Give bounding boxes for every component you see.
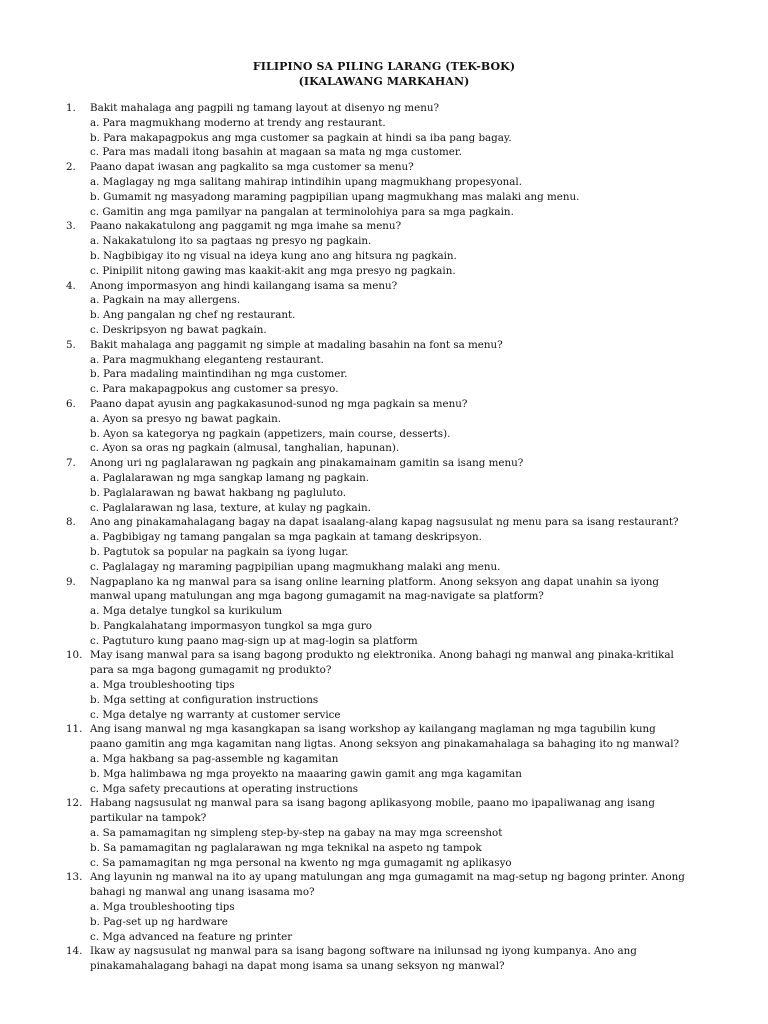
question-text bbox=[66, 870, 768, 885]
question-number: 10. bbox=[66, 649, 83, 662]
answer-option: c. Paglalagay ng maraming pagpipilian upang magmukhang malaki ang menu. bbox=[90, 560, 501, 573]
answer-option: c. Paglalarawan ng lasa, texture, at kulay ng pagkain. bbox=[90, 501, 371, 514]
question-line: manwal upang matulungan ang mga bagong gumagamit na mag-navigate sa platform? bbox=[90, 590, 544, 603]
question-number: 3. bbox=[66, 220, 76, 233]
question-item bbox=[0, 870, 768, 944]
question-text bbox=[90, 885, 768, 900]
question-item bbox=[0, 456, 768, 515]
question-item bbox=[0, 397, 768, 456]
answer-option: a. Ayon sa presyo ng bawat pagkain. bbox=[90, 412, 281, 425]
question-text bbox=[90, 737, 768, 752]
question-text bbox=[66, 338, 768, 353]
answer-option: b. Gumamit ng masyadong maraming pagpipilian upang magmukhang mas malaki ang menu. bbox=[90, 190, 580, 203]
answer-option: b. Pangkalahatang impormasyon tungkol sa mga guro bbox=[90, 619, 373, 632]
answer-option: b. Mga setting at configuration instructions bbox=[90, 693, 319, 706]
question-item bbox=[0, 219, 768, 278]
question-item bbox=[0, 944, 768, 974]
question-number: 6. bbox=[66, 397, 76, 410]
question-number: 12. bbox=[66, 797, 83, 810]
answer-option: a. Paglalarawan ng mga sangkap lamang ng pagkain. bbox=[90, 471, 370, 484]
document-title: FILIPINO SA PILING LARANG (TEK-BOK) bbox=[252, 60, 516, 73]
question-line: para sa mga bagong gumagamit ng produkto? bbox=[90, 664, 332, 677]
question-line: partikular na tampok? bbox=[90, 812, 207, 825]
question-number: 5. bbox=[66, 338, 76, 351]
question-item bbox=[0, 160, 768, 219]
answer-option: a. Maglagay ng mga salitang mahirap intindihin upang magmukhang propesyonal. bbox=[90, 175, 523, 188]
answer-option: a. Pagkain na may allergens. bbox=[90, 294, 241, 307]
answer-option: a. Nakakatulong ito sa pagtaas ng presyo ng pagkain. bbox=[90, 235, 372, 248]
question-item bbox=[0, 515, 768, 574]
question-text bbox=[66, 515, 768, 530]
answer-option: b. Mga halimbawa ng mga proyekto na maaaring gawin gamit ang mga kagamitan bbox=[90, 767, 522, 780]
answer-option: c. Mga safety precautions at operating instructions bbox=[90, 782, 359, 795]
answer-option: b. Ang pangalan ng chef ng restaurant. bbox=[90, 309, 296, 322]
answer-option: a. Mga hakbang sa pag-assemble ng kagamitan bbox=[90, 753, 339, 766]
answer-option: c. Para mas madali itong basahin at magaan sa mata ng mga customer. bbox=[90, 146, 462, 159]
question-text bbox=[90, 589, 768, 604]
answer-option: c. Ayon sa oras ng pagkain (almusal, tanghalian, hapunan). bbox=[90, 442, 400, 455]
question-line: Nagpaplano ka ng manwal para sa isang online learning platform. Anong seksyon ang dapat unahin sa iyong bbox=[90, 575, 660, 588]
question-line: Anong uri ng paglalarawan ng pagkain ang pinakamainam gamitin sa isang menu? bbox=[90, 457, 524, 470]
question-line: Anong impormasyon ang hindi kailangang isama sa menu? bbox=[90, 279, 398, 292]
question-line: Paano dapat ayusin ang pagkakasunod-sunod ng mga pagkain sa menu? bbox=[90, 397, 468, 410]
answer-option: c. Deskripsyon ng bawat pagkain. bbox=[90, 323, 267, 336]
question-number: 4. bbox=[66, 279, 76, 292]
question-number: 2. bbox=[66, 161, 76, 174]
question-text bbox=[66, 279, 768, 294]
answer-option: a. Mga detalye tungkol sa kurikulum bbox=[90, 605, 283, 618]
question-text bbox=[66, 722, 768, 737]
question-line: Ano ang pinakamahalagang bagay na dapat isaalang-alang kapag nagsusulat ng menu para sa isang restaurant? bbox=[90, 516, 679, 529]
question-item bbox=[0, 796, 768, 870]
question-text bbox=[66, 575, 768, 590]
question-number: 8. bbox=[66, 516, 76, 529]
question-line: paano gamitin ang mga kagamitan nang ligtas. Anong seksyon ang pinakamahalaga sa bahaging ito ng manwal? bbox=[90, 738, 680, 751]
question-line: Paano nakakatulong ang paggamit ng mga imahe sa menu? bbox=[90, 220, 402, 233]
question-line: bahagi ng manwal ang unang isasama mo? bbox=[90, 886, 315, 899]
answer-option: b. Pag-set up ng hardware bbox=[90, 915, 228, 928]
question-text bbox=[90, 959, 768, 974]
question-line: Bakit mahalaga ang paggamit ng simple at madaling basahin na font sa menu? bbox=[90, 338, 503, 351]
question-text bbox=[66, 648, 768, 663]
question-text bbox=[66, 160, 768, 175]
question-text bbox=[66, 101, 768, 116]
answer-option: a. Pagbibigay ng tamang pangalan sa mga pagkain at tamang deskripsyon. bbox=[90, 531, 482, 544]
question-item bbox=[0, 101, 768, 160]
answer-option: c. Mga advanced na feature ng printer bbox=[90, 930, 293, 943]
question-number: 1. bbox=[66, 102, 76, 114]
question-text bbox=[66, 456, 768, 471]
question-number: 11. bbox=[66, 723, 83, 736]
question-line: May isang manwal para sa isang bagong produkto ng elektronika. Anong bahagi ng manwal ang pinaka-kritikal bbox=[90, 649, 674, 662]
answer-option: c. Para makapagpokus ang customer sa presyo. bbox=[90, 383, 339, 396]
question-text bbox=[90, 663, 768, 678]
question-line: Bakit mahalaga ang pagpili ng tamang layout at disenyo ng menu? bbox=[90, 102, 439, 114]
question-item bbox=[0, 648, 768, 722]
question-text bbox=[66, 944, 768, 959]
answer-option: b. Sa pamamagitan ng paglalarawan ng mga teknikal na aspeto ng tampok bbox=[90, 841, 482, 854]
answer-option: b. Pagtutok sa popular na pagkain sa iyong lugar. bbox=[90, 545, 349, 558]
answer-option: a. Mga troubleshooting tips bbox=[90, 679, 235, 692]
question-item bbox=[0, 575, 768, 649]
question-item bbox=[0, 722, 768, 796]
question-item bbox=[0, 338, 768, 397]
answer-option: a. Sa pamamagitan ng simpleng step-by-step na gabay na may mga screenshot bbox=[90, 827, 503, 840]
answer-option: c. Sa pamamagitan ng mga personal na kwento ng mga gumagamit ng aplikasyo bbox=[90, 856, 512, 869]
answer-option: c. Pinipilit nitong gawing mas kaakit-akit ang mga presyo ng pagkain. bbox=[90, 264, 456, 277]
question-number: 7. bbox=[66, 457, 76, 470]
answer-option: a. Para magmukhang eleganteng restaurant. bbox=[90, 353, 324, 366]
answer-option: c. Pagtuturo kung paano mag-sign up at mag-login sa platform bbox=[90, 634, 418, 647]
question-line: Paano dapat iwasan ang pagkalito sa mga customer sa menu? bbox=[90, 161, 414, 174]
answer-option: c. Mga detalye ng warranty at customer service bbox=[90, 708, 341, 721]
question-text bbox=[66, 796, 768, 811]
question-text bbox=[66, 219, 768, 234]
question-text bbox=[90, 811, 768, 826]
question-text bbox=[66, 397, 768, 412]
question-line: pinakamahalagang bahagi na dapat mong isama sa unang seksyon ng manwal? bbox=[90, 960, 505, 973]
question-number: 13. bbox=[66, 871, 83, 884]
question-item bbox=[0, 279, 768, 338]
document-subtitle: (IKALAWANG MARKAHAN) bbox=[298, 75, 470, 88]
answer-option: a. Mga troubleshooting tips bbox=[90, 901, 235, 914]
question-line: Habang nagsusulat ng manwal para sa isang bagong aplikasyong mobile, paano mo ipapaliwanag ang isang bbox=[90, 797, 655, 810]
answer-option: b. Para madaling maintindihan ng mga customer. bbox=[90, 368, 348, 381]
answer-option: b. Nagbibigay ito ng visual na ideya kung ano ang hitsura ng pagkain. bbox=[90, 249, 457, 262]
answer-option: b. Para makapagpokus ang mga customer sa pagkain at hindi sa iba pang bagay. bbox=[90, 131, 512, 144]
question-line: Ang isang manwal ng mga kasangkapan sa isang workshop ay kailangang maglaman ng mga tagubilin kung bbox=[90, 723, 656, 736]
question-line: Ang layunin ng manwal na ito ay upang matulungan ang mga gumagamit na mag-setup ng bagong printer. Anong bbox=[90, 871, 685, 884]
question-list bbox=[0, 101, 768, 974]
question-number: 9. bbox=[66, 575, 76, 588]
answer-option: a. Para magmukhang moderno at trendy ang restaurant. bbox=[90, 116, 386, 129]
question-line: Ikaw ay nagsusulat ng manwal para sa isang bagong software na inilunsad ng iyong kumpanya. Ano ang bbox=[90, 945, 637, 958]
question-number: 14. bbox=[66, 945, 83, 958]
answer-option: b. Ayon sa kategorya ng pagkain (appetizers, main course, desserts). bbox=[90, 427, 451, 440]
answer-option: b. Paglalarawan ng bawat hakbang ng pagluluto. bbox=[90, 486, 347, 499]
answer-option: c. Gamitin ang mga pamilyar na pangalan at terminolohiya para sa mga pagkain. bbox=[90, 205, 514, 218]
